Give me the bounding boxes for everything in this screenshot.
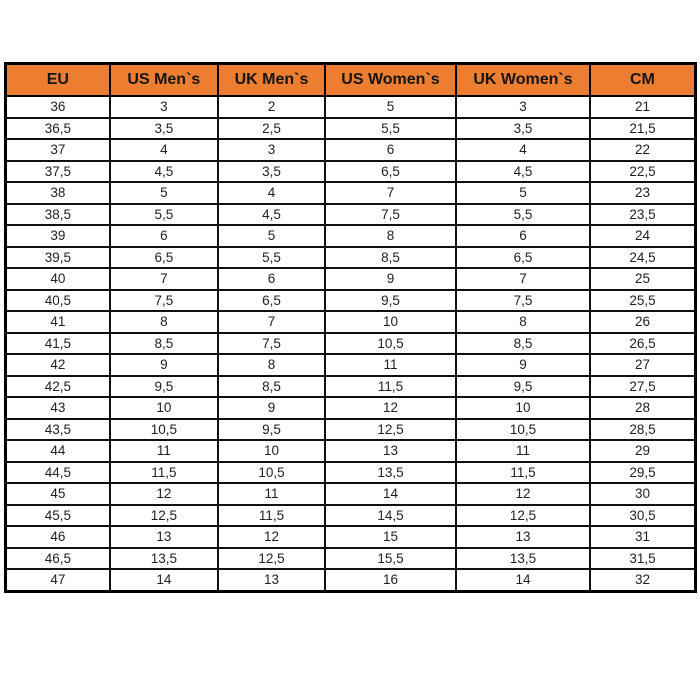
table-cell: 9 (110, 354, 218, 376)
table-cell: 8,5 (456, 333, 590, 355)
table-row (6, 139, 696, 161)
table-row (6, 247, 696, 269)
table-cell: 7 (218, 311, 325, 333)
table-cell: 9 (456, 354, 590, 376)
table-row (6, 204, 696, 226)
table-cell: 13 (325, 440, 456, 462)
table-row (6, 376, 696, 398)
table-cell: 4,5 (456, 161, 590, 183)
table-cell: 39 (6, 225, 110, 247)
table-cell: 11 (110, 440, 218, 462)
table-cell: 29 (590, 440, 696, 462)
table-cell: 6 (456, 225, 590, 247)
table-cell: 8 (110, 311, 218, 333)
table-cell: 11 (456, 440, 590, 462)
table-cell: 14,5 (325, 505, 456, 527)
table-cell: 13 (456, 526, 590, 548)
table-cell: 12 (456, 483, 590, 505)
table-cell: 6,5 (110, 247, 218, 269)
table-cell: 5 (218, 225, 325, 247)
table-cell: 10,5 (110, 419, 218, 441)
table-cell: 10 (110, 397, 218, 419)
table-cell: 7 (456, 268, 590, 290)
header-cell: UK Women`s (456, 64, 590, 97)
table-cell: 38,5 (6, 204, 110, 226)
table-cell: 3,5 (456, 118, 590, 140)
table-cell: 10 (325, 311, 456, 333)
table-cell: 43 (6, 397, 110, 419)
table-cell: 36 (6, 96, 110, 118)
table-cell: 13 (110, 526, 218, 548)
table-cell: 9 (325, 268, 456, 290)
table-cell: 46,5 (6, 548, 110, 570)
table-row (6, 225, 696, 247)
table-cell: 9,5 (325, 290, 456, 312)
header-cell: UK Men`s (218, 64, 325, 97)
table-cell: 7,5 (218, 333, 325, 355)
table-row (6, 290, 696, 312)
table-cell: 47 (6, 569, 110, 591)
table-cell: 31 (590, 526, 696, 548)
table-cell: 36,5 (6, 118, 110, 140)
table-cell: 11,5 (456, 462, 590, 484)
table-cell: 8 (218, 354, 325, 376)
table-cell: 41 (6, 311, 110, 333)
table-cell: 13,5 (110, 548, 218, 570)
table-cell: 7,5 (456, 290, 590, 312)
table-row (6, 440, 696, 462)
table-cell: 12,5 (325, 419, 456, 441)
table-cell: 3,5 (110, 118, 218, 140)
table-cell: 32 (590, 569, 696, 591)
table-cell: 6 (325, 139, 456, 161)
table-cell: 12,5 (110, 505, 218, 527)
table-cell: 6,5 (456, 247, 590, 269)
table-cell: 14 (110, 569, 218, 591)
table-cell: 5,5 (456, 204, 590, 226)
table-cell: 7 (110, 268, 218, 290)
table-row (6, 268, 696, 290)
header-cell: CM (590, 64, 696, 97)
table-row (6, 483, 696, 505)
table-cell: 31,5 (590, 548, 696, 570)
table-cell: 3,5 (218, 161, 325, 183)
table-cell: 9 (218, 397, 325, 419)
table-cell: 21,5 (590, 118, 696, 140)
table-cell: 4,5 (110, 161, 218, 183)
table-cell: 45 (6, 483, 110, 505)
table-cell: 41,5 (6, 333, 110, 355)
table-row (6, 96, 696, 118)
table-cell: 2 (218, 96, 325, 118)
table-cell: 37,5 (6, 161, 110, 183)
table-cell: 12 (218, 526, 325, 548)
table-cell: 11,5 (218, 505, 325, 527)
table-cell: 14 (456, 569, 590, 591)
table-cell: 26,5 (590, 333, 696, 355)
table-cell: 4 (218, 182, 325, 204)
table-cell: 3 (218, 139, 325, 161)
table-cell: 10 (218, 440, 325, 462)
table-cell: 25,5 (590, 290, 696, 312)
table-cell: 8 (456, 311, 590, 333)
table-row (6, 354, 696, 376)
table-row (6, 548, 696, 570)
table-cell: 6 (218, 268, 325, 290)
table-cell: 3 (456, 96, 590, 118)
table-cell: 14 (325, 483, 456, 505)
table-cell: 6,5 (325, 161, 456, 183)
table-cell: 15,5 (325, 548, 456, 570)
header-cell: US Men`s (110, 64, 218, 97)
table-cell: 40,5 (6, 290, 110, 312)
table-cell: 12,5 (456, 505, 590, 527)
table-cell: 42 (6, 354, 110, 376)
table-cell: 7,5 (325, 204, 456, 226)
table-cell: 11 (218, 483, 325, 505)
table-cell: 9,5 (110, 376, 218, 398)
table-row (6, 161, 696, 183)
table-cell: 5,5 (218, 247, 325, 269)
table-row (6, 397, 696, 419)
table-cell: 26 (590, 311, 696, 333)
table-cell: 10,5 (218, 462, 325, 484)
table-cell: 12 (110, 483, 218, 505)
table-cell: 38 (6, 182, 110, 204)
table-cell: 5 (325, 96, 456, 118)
table-cell: 44,5 (6, 462, 110, 484)
table-cell: 28 (590, 397, 696, 419)
header-row (6, 64, 696, 97)
table-row (6, 419, 696, 441)
table-cell: 45,5 (6, 505, 110, 527)
table-cell: 11 (325, 354, 456, 376)
table-cell: 37 (6, 139, 110, 161)
table-cell: 11,5 (325, 376, 456, 398)
table-cell: 11,5 (110, 462, 218, 484)
table-cell: 39,5 (6, 247, 110, 269)
table-cell: 9,5 (218, 419, 325, 441)
table-cell: 5,5 (325, 118, 456, 140)
table-cell: 6,5 (218, 290, 325, 312)
table-cell: 5,5 (110, 204, 218, 226)
table-row (6, 505, 696, 527)
table-row (6, 311, 696, 333)
table-cell: 8 (325, 225, 456, 247)
table-row (6, 182, 696, 204)
table-cell: 13,5 (325, 462, 456, 484)
table-cell: 23 (590, 182, 696, 204)
table-cell: 28,5 (590, 419, 696, 441)
table-cell: 27,5 (590, 376, 696, 398)
table-cell: 44 (6, 440, 110, 462)
table-cell: 30,5 (590, 505, 696, 527)
table-cell: 6 (110, 225, 218, 247)
table-cell: 24 (590, 225, 696, 247)
table-body (6, 96, 696, 591)
table-cell: 22,5 (590, 161, 696, 183)
table-cell: 3 (110, 96, 218, 118)
table-cell: 27 (590, 354, 696, 376)
table-cell: 30 (590, 483, 696, 505)
table-cell: 10 (456, 397, 590, 419)
table-cell: 29,5 (590, 462, 696, 484)
table-cell: 21 (590, 96, 696, 118)
header-cell: US Women`s (325, 64, 456, 97)
table-cell: 13 (218, 569, 325, 591)
table-cell: 25 (590, 268, 696, 290)
table-cell: 22 (590, 139, 696, 161)
table-cell: 10,5 (456, 419, 590, 441)
table-cell: 10,5 (325, 333, 456, 355)
table-cell: 8,5 (325, 247, 456, 269)
table-cell: 4 (110, 139, 218, 161)
table-cell: 8,5 (110, 333, 218, 355)
table-cell: 4,5 (218, 204, 325, 226)
table-cell: 23,5 (590, 204, 696, 226)
table-cell: 2,5 (218, 118, 325, 140)
table-cell: 5 (110, 182, 218, 204)
table-cell: 24,5 (590, 247, 696, 269)
table-cell: 4 (456, 139, 590, 161)
table-cell: 12,5 (218, 548, 325, 570)
table-header-row (6, 64, 696, 97)
table-cell: 9,5 (456, 376, 590, 398)
table-cell: 13,5 (456, 548, 590, 570)
table-row (6, 526, 696, 548)
table-cell: 42,5 (6, 376, 110, 398)
table-cell: 40 (6, 268, 110, 290)
table-cell: 7 (325, 182, 456, 204)
size-conversion-table (4, 62, 697, 593)
table-row (6, 333, 696, 355)
header-cell: EU (6, 64, 110, 97)
table-cell: 15 (325, 526, 456, 548)
table-cell: 7,5 (110, 290, 218, 312)
table-cell: 43,5 (6, 419, 110, 441)
table-row (6, 118, 696, 140)
table-row (6, 569, 696, 591)
table-cell: 8,5 (218, 376, 325, 398)
table-cell: 12 (325, 397, 456, 419)
table-cell: 5 (456, 182, 590, 204)
table-row (6, 462, 696, 484)
table-cell: 16 (325, 569, 456, 591)
table-cell: 46 (6, 526, 110, 548)
